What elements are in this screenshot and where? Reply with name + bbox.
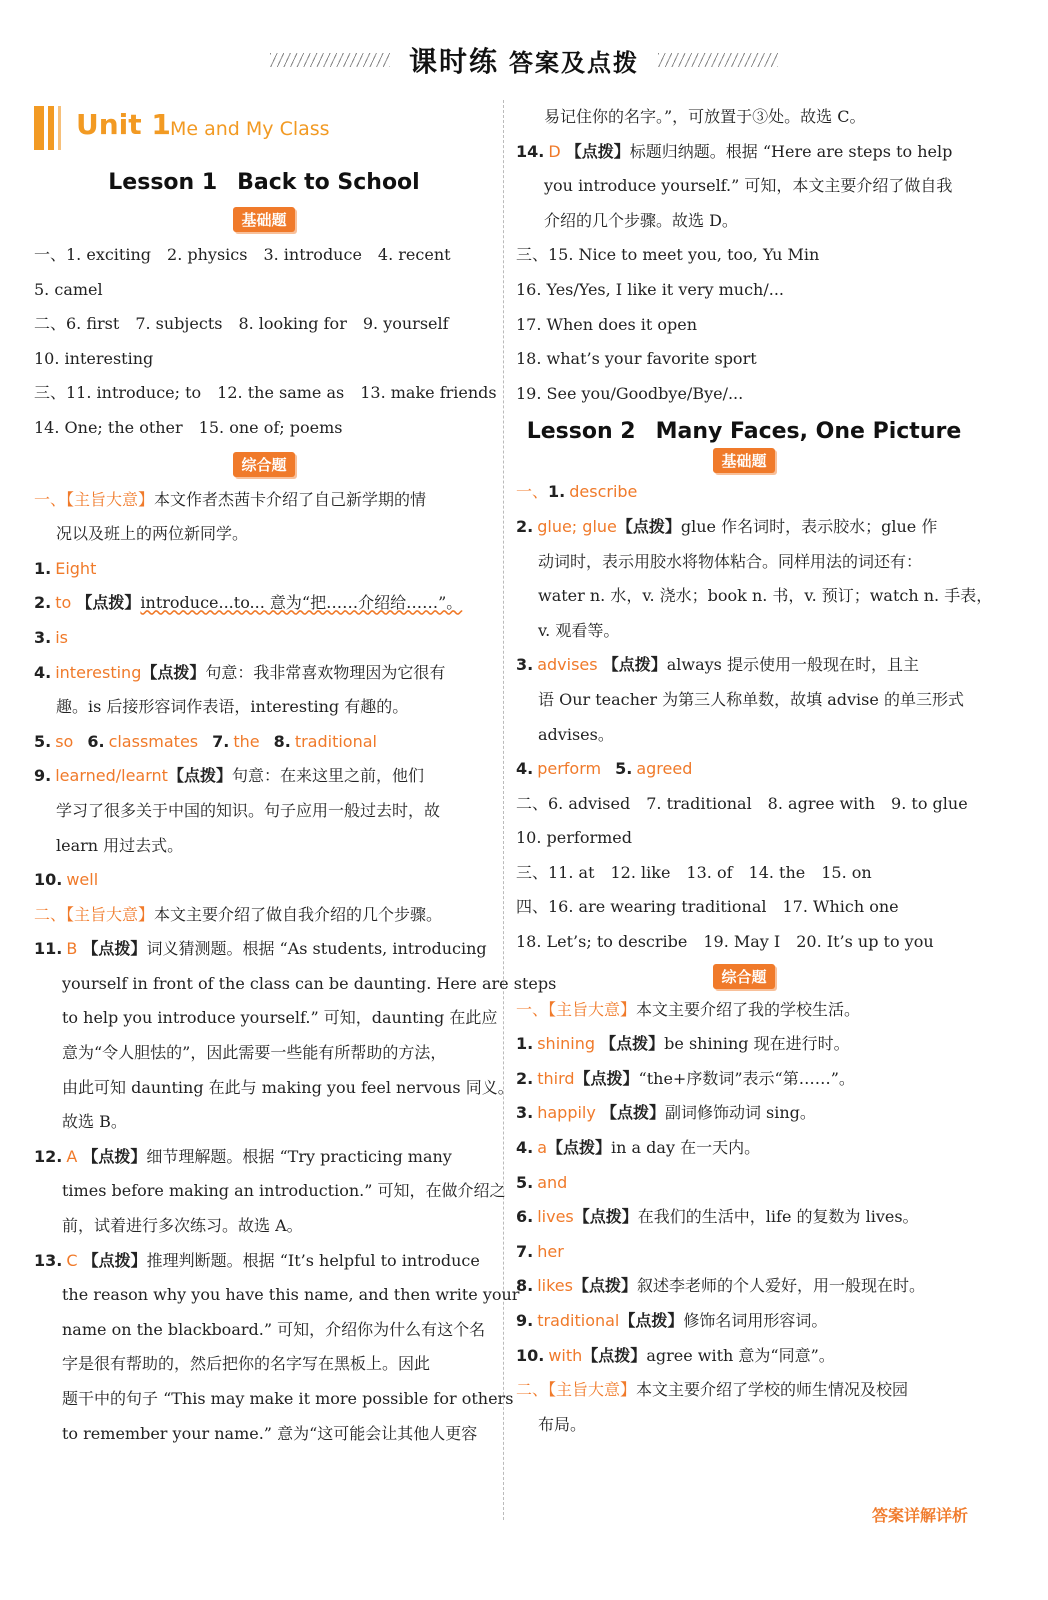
answer-item: 1. Eight: [34, 558, 97, 578]
answer-line: 18. what’s your favorite sport: [516, 349, 757, 369]
answer-item: 7. her: [516, 1241, 564, 1261]
unit-name: Me and My Class: [170, 118, 330, 140]
left-column: Unit 1 Me and My Class Lesson 1 Back to School 基础题 一、1. exciting 2. physics 3. introduce 4. recent 5. camel 二、6. first 7. subjects 8. looking for 9. yourself 10. interesting 三、11. introduce; to 12. the same as 13. make friends 14. One; the other 15. one of; poems 综合题 一、【主旨大意】本文作者杰茜卡介绍了自己新学期的情 况以及班上的两位新同学。 1. Eight 2. to 【点拨】introduce...to... 意为“把……介绍给……”。 3. is 4. interesting【点拨】句意：我非常喜欢物理因为它很有 趣。is 后接形容词作表语，interesting 有趣的。 5. so 6. classmates 7. the 8. traditional 9. learned/learnt【点拨】句意：在来这里之前，他们 学习了很多关于中国的知识。句子应用一般过去时，故 learn 用过去式。 10. well 二、【主旨大意】本文主要介绍了做自我介绍的几个步骤。 11. B 【点拨】词义猜测题。根据 “As students, introducing yourself in front of the class can be daunting. Here are steps to help you introduce yourself.” 可知，daunting 在此应 意为“令人胆怯的”，因此需要一些能有所帮助的方法， 由此可知 daunting 在此与 making you feel nervous 同义。 故选 B。 12. A 【点拨】细节理解题。根据 “Try practicing many times before making an introduction.” 可知，在做介绍之 前，试着进行多次练习。故选 A。 13. C 【点拨】推理判断题。根据 “It’s helpful to introduce the reason why you have this name, and then write your name on the blackboard.” 可知，介绍你为什么有这个名 字是很有帮助的，然后把你的名字写在黑板上。因此 题干中的句子 “This may make it more possible for others to remember your name.” 意为“这可能会让其他人更容: [34, 100, 494, 1451]
answer-line: 三、11. at 12. like 13. of 14. the 15. on: [516, 862, 872, 882]
answer-line: 18. Let’s; to describe 19. May I 20. It’s up to you: [516, 932, 934, 952]
answer-line: 17. When does it open: [516, 314, 698, 334]
unit-heading: [34, 100, 494, 158]
answer-line: 一、1. exciting 2. physics 3. introduce 4. recent: [34, 245, 451, 264]
answer-line: 14. One; the other 15. one of; poems: [34, 417, 343, 437]
comprehensive-section-badge: 综合题: [713, 964, 774, 989]
answer-item: 8. likes【点拨】叙述李老师的个人爱好，用一般现在时。: [516, 1276, 926, 1296]
lesson-title: Lesson 2 Many Faces, One Picture: [526, 419, 962, 445]
answer-line: 三、11. introduce; to 12. the same as 13. make friends: [34, 383, 497, 403]
answer-line: 四、16. are wearing traditional 17. Which one: [516, 897, 899, 917]
answer-item: 2. glue; glue【点拨】glue 作名词时，表示胶水；glue 作: [516, 516, 938, 536]
answer-line: 二、6. advised 7. traditional 8. agree with 9. to glue: [516, 793, 968, 813]
basic-section-badge: 基础题: [233, 207, 294, 232]
answer-item: 9. learned/learnt【点拨】句意：在来这里之前，他们: [34, 766, 424, 786]
answer-item: 13. C 【点拨】推理判断题。根据 “It’s helpful to introduce: [34, 1250, 480, 1270]
right-column: 易记住你的名字。”，可放置于③处。故选 C。 14. D 【点拨】标题归纳题。根据 “Here are steps to help you introduce yourself.” 可知，本文主要介绍了做自我 介绍的几个步骤。故选 D。 三、15. Nice to meet you, too, Yu Min 16. Yes/Yes, I like it very much/... 17. When does it open 18. what’s your favorite sport 19. See you/Goodbye/Bye/... Lesson 2 Many Faces, One Picture 基础题 一、1. describe 2. glue; glue【点拨】glue 作名词时，表示胶水；glue 作 动词时，表示用胶水将物体粘合。同样用法的词还有： water n. 水，v. 浇水；book n. 书，v. 预订；watch n. 手表， v. 观看等。 3. advises 【点拨】always 提示使用一般现在时，且主 语 Our teacher 为第三人称单数，故填 advise 的单三形式 advises。 4. perform 5. agreed 二、6. advised 7. traditional 8. agree with 9. to glue 10. performed 三、11. at 12. like 13. of 14. the 15. on 四、16. are wearing traditional 17. Which one 18. Let’s; to describe 19. May I 20. It’s up to you 综合题 一、【主旨大意】本文主要介绍了我的学校生活。 1. shining 【点拨】be shining 现在进行时。 2. third【点拨】“the+序数词”表示“第……”。 3. happily 【点拨】副词修饰动词 sing。 4. a【点拨】in a day 在一天内。 5. and 6. lives【点拨】在我们的生活中，life 的复数为 lives。 7. her 8. likes【点拨】叙述李老师的个人爱好，用一般现在时。 9. traditional【点拨】修饰名词用形容词。 10. with【点拨】agree with 意为“同意”。 二、【主旨大意】本文主要介绍了学校的师生情况及校园 布局。: [516, 100, 972, 1442]
answer-item: 5. so 6. classmates 7. the 8. traditional: [34, 731, 377, 751]
comprehensive-section-badge: 综合题: [233, 452, 294, 477]
answer-item: 10. with【点拨】agree with 意为“同意”。: [516, 1345, 835, 1365]
footer-label: 答案详解详析: [871, 1506, 968, 1525]
answer-line: 10. performed: [516, 828, 632, 848]
main-idea: 一、【主旨大意】本文主要介绍了我的学校生活。: [516, 999, 861, 1019]
answer-item: 5. and: [516, 1172, 568, 1192]
answer-item: 4. interesting【点拨】句意：我非常喜欢物理因为它很有: [34, 662, 446, 682]
header-hatch-right: [658, 53, 778, 67]
answer-line: 16. Yes/Yes, I like it very much/...: [516, 279, 784, 299]
lesson-title: Lesson 1 Back to School: [108, 170, 420, 195]
answer-line: 10. interesting: [34, 348, 154, 368]
answer-item: 4. perform 5. agreed: [516, 759, 693, 779]
answer-item: 1. shining 【点拨】be shining 现在进行时。: [516, 1034, 850, 1054]
answer-item: 6. lives【点拨】在我们的生活中，life 的复数为 lives。: [516, 1207, 919, 1227]
unit-bar-icon: [34, 106, 44, 150]
answer-line: 三、15. Nice to meet you, too, Yu Min: [516, 245, 820, 265]
header-title: 课时练 答案及点拨: [408, 45, 639, 78]
answer-item: 一、1. describe: [516, 482, 638, 502]
answer-item: 3. is: [34, 627, 68, 647]
basic-section-badge: 基础题: [713, 448, 774, 473]
answer-line: 二、6. first 7. subjects 8. looking for 9. yourself: [34, 314, 449, 334]
answer-item: 11. B 【点拨】词义猜测题。根据 “As students, introducing: [34, 939, 487, 959]
main-idea: 二、【主旨大意】本文主要介绍了学校的师生情况及校园: [516, 1380, 909, 1400]
answer-item: 2. third【点拨】“the+序数词”表示“第……”。: [516, 1068, 855, 1088]
continued-text: 易记住你的名字。”，可放置于③处。故选 C。: [544, 107, 866, 126]
header-hatch-left: [270, 53, 390, 67]
answer-item: 10. well: [34, 870, 99, 890]
answer-item: 3. happily 【点拨】副词修饰动词 sing。: [516, 1103, 816, 1123]
answer-item: 12. A 【点拨】细节理解题。根据 “Try practicing many: [34, 1146, 452, 1166]
answer-item: 4. a【点拨】in a day 在一天内。: [516, 1138, 761, 1158]
answer-item: 3. advises 【点拨】always 提示使用一般现在时，且主: [516, 655, 919, 675]
answer-item: 9. traditional【点拨】修饰名词用形容词。: [516, 1311, 828, 1330]
page-header: [0, 40, 1048, 90]
main-idea: 二、【主旨大意】本文主要介绍了做自我介绍的几个步骤。: [34, 904, 443, 924]
main-idea: 一、【主旨大意】本文作者杰茜卡介绍了自己新学期的情: [34, 489, 427, 509]
answer-line: 19. See you/Goodbye/Bye/...: [516, 383, 744, 403]
answer-line: 5. camel: [34, 279, 103, 299]
answer-item: 14. D 【点拨】标题归纳题。根据 “Here are steps to help: [516, 141, 953, 161]
unit-number: Unit 1: [76, 108, 171, 141]
answer-item: 2. to 【点拨】introduce...to... 意为“把……介绍给……”。: [34, 593, 463, 613]
